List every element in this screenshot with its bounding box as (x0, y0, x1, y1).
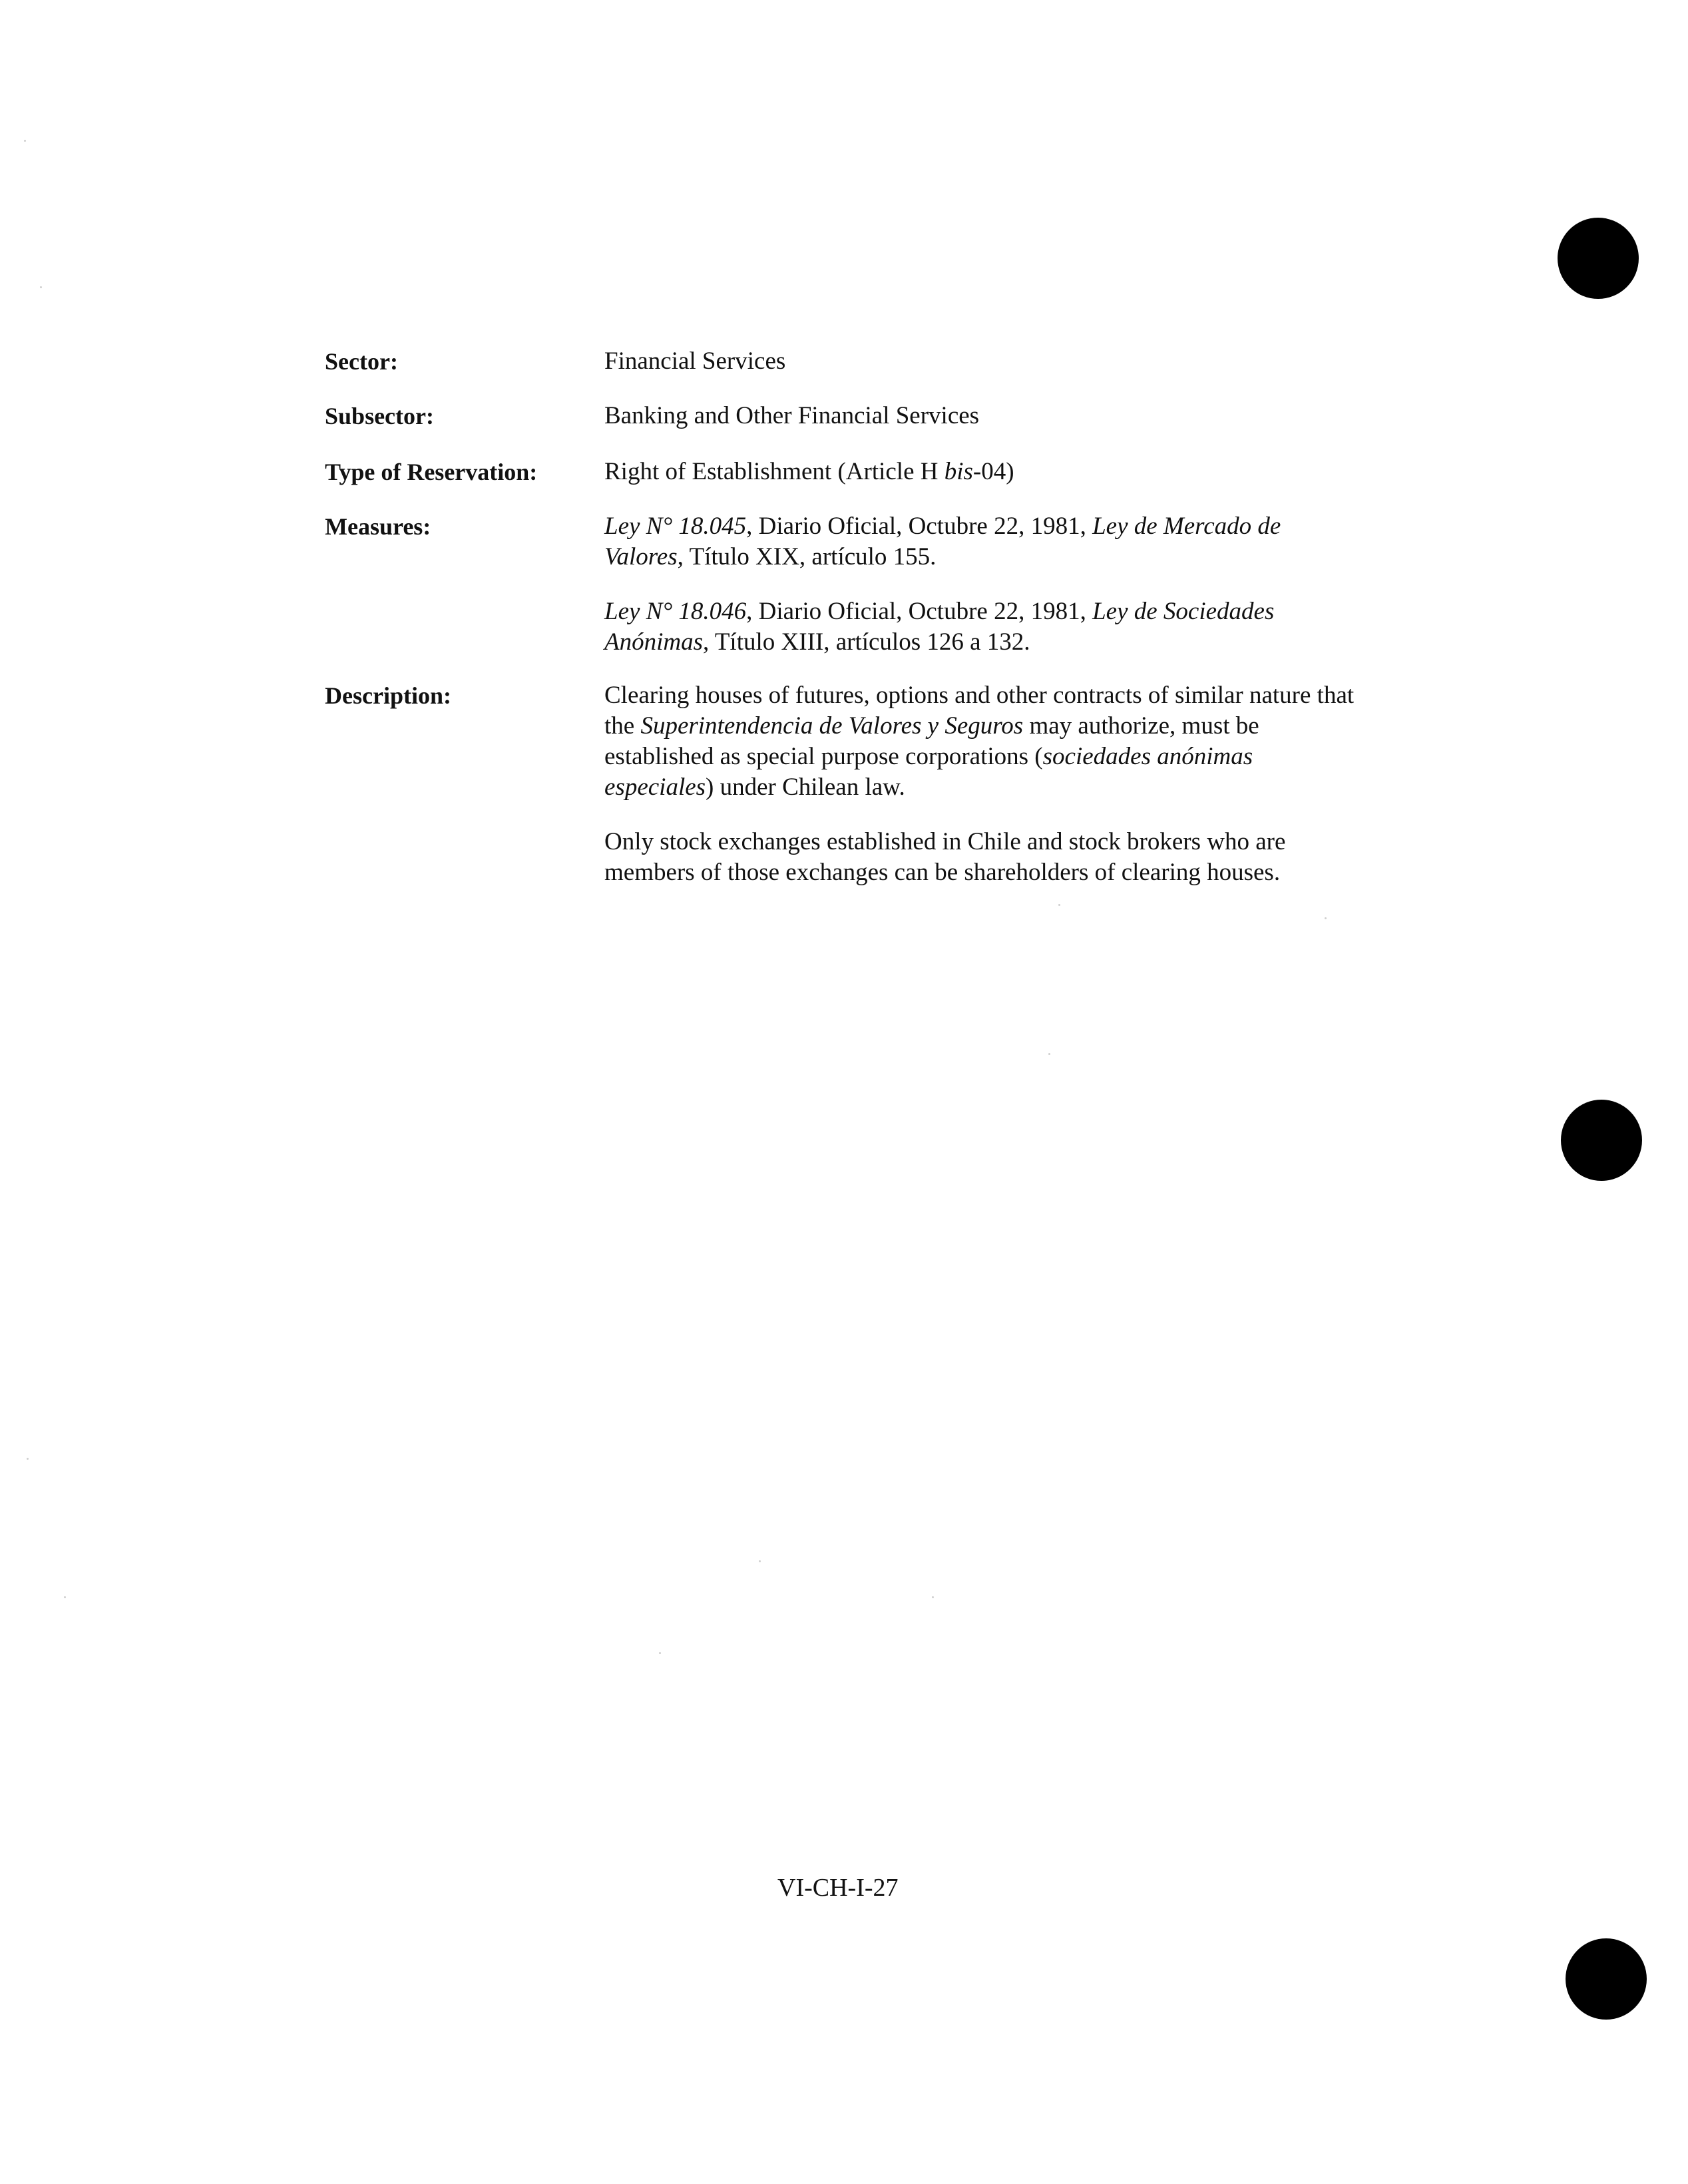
scan-speck (24, 140, 26, 142)
description-label: Description: (325, 682, 451, 709)
sector-label: Sector: (325, 348, 398, 375)
measures-label: Measures: (325, 513, 431, 540)
desc-p1-e: ) under Chilean law. (706, 773, 905, 801)
type-value-suffix: -04) (972, 458, 1014, 485)
scan-speck (932, 1596, 934, 1598)
description-paragraph-1 (604, 680, 1363, 803)
scan-speck (759, 1560, 761, 1562)
punch-hole-middle (1561, 1100, 1642, 1181)
scan-speck (1058, 904, 1060, 906)
scan-speck (1325, 917, 1327, 919)
type-value-italic: bis (944, 458, 973, 485)
sector-value: Financial Services (604, 347, 786, 375)
measure-2-ley: Ley N° 18.046 (604, 598, 747, 625)
scan-speck (40, 286, 42, 288)
scan-speck (27, 1458, 29, 1460)
description-paragraph-2: Only stock exchanges established in Chile and stock brokers who are members of those exchanges can be shareholders of clearing houses. (604, 828, 1286, 886)
measure-2 (604, 596, 1363, 658)
type-value-prefix: Right of Establishment (Article H (604, 458, 945, 485)
description-value (604, 680, 1363, 888)
scan-speck (64, 1596, 66, 1598)
scan-speck (659, 1652, 661, 1654)
subsector-value: Banking and Other Financial Services (604, 402, 980, 429)
punch-hole-top (1558, 218, 1639, 299)
scan-speck (1048, 1053, 1050, 1055)
measure-1-title: Ley de Mercado de Valores (604, 513, 1281, 570)
type-of-reservation-value (604, 457, 1363, 487)
measure-2-end: , Título XIII, artículos 126 a 132. (703, 628, 1030, 656)
measure-2-title: Ley de Sociedades Anónimas (604, 598, 1275, 656)
page-number-footer: VI-CH-I-27 (777, 1874, 899, 1902)
desc-p1-a: Clearing houses of futures, options and other contracts of similar nature that the (604, 682, 1355, 740)
measures-value (604, 511, 1363, 658)
punch-hole-bottom (1566, 1938, 1647, 2020)
measure-1-mid: , Diario Oficial, Octubre 22, 1981, (746, 513, 1093, 540)
measure-1-ley: Ley N° 18.045 (604, 513, 747, 540)
measure-1-end: , Título XIX, artículo 155. (677, 543, 937, 570)
desc-p1-c: may authorize, must be established as special purpose corporations ( (604, 712, 1259, 770)
desc-p1-b: Superintendencia de Valores y Seguros (640, 712, 1024, 740)
measure-2-mid: , Diario Oficial, Octubre 22, 1981, (746, 598, 1093, 625)
subsector-label: Subsector: (325, 403, 434, 429)
desc-p1-d: sociedades anónimas especiales (604, 743, 1253, 801)
measure-1 (604, 511, 1363, 572)
type-of-reservation-label: Type of Reservation: (325, 459, 538, 485)
